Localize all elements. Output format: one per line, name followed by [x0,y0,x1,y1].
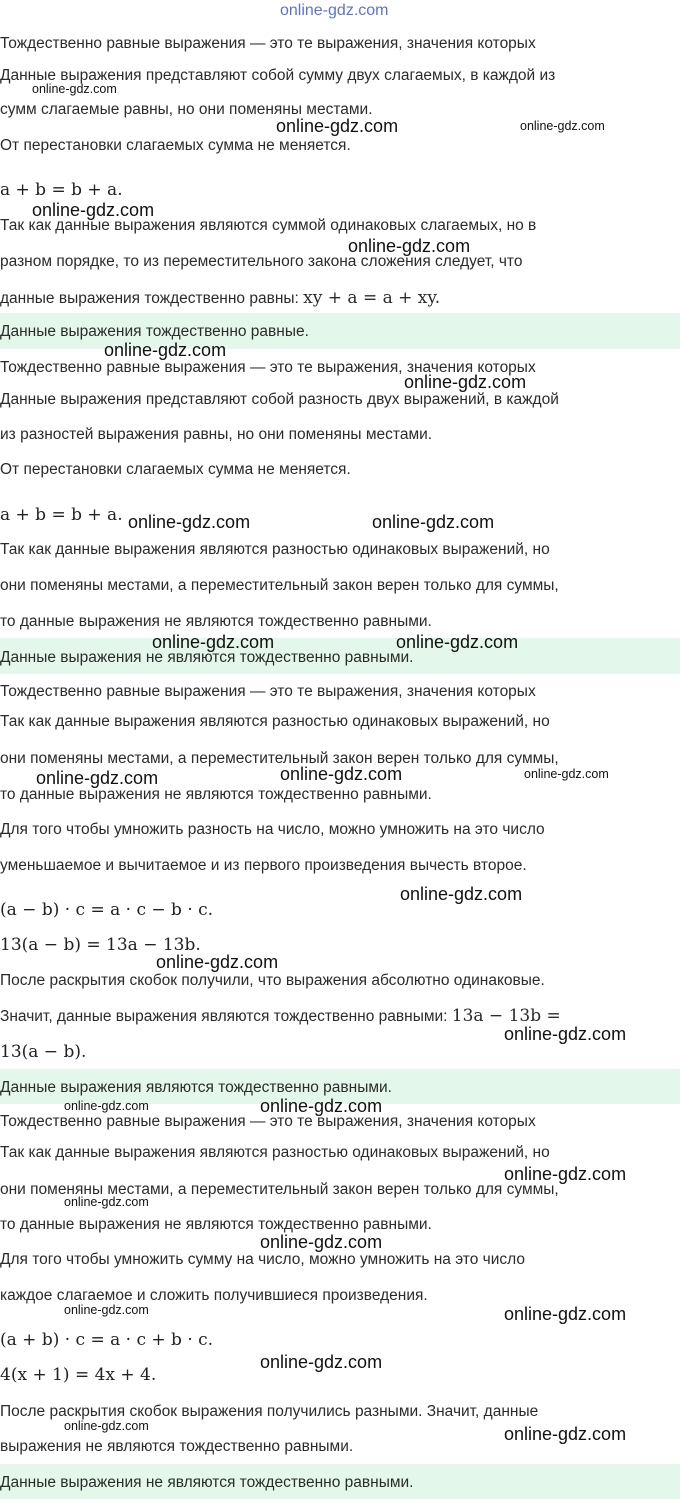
s2-reason-line-1: Так как данные выражения являются разностью одинаковых выражений, но [0,541,550,558]
watermark: online-gdz.com [152,632,275,652]
watermark: online-gdz.com [32,82,117,96]
watermark: online-gdz.com [504,1164,627,1184]
s1-premise-line-2: сумм слагаемые равны, но они поменяны местами. [0,101,373,118]
watermark: online-gdz.com [64,1099,149,1113]
s3-conclusion-line-1: После раскрытия скобок получили, что выражения абсолютно одинаковые. [0,972,545,989]
s2-premise-line-2: из разностей выражения равны, но они поменяны местами. [0,426,433,443]
watermark: online-gdz.com [64,1419,149,1433]
s3-formula-general: (a − b) · c = a · c − b · c. [0,900,214,920]
watermark: online-gdz.com [404,372,527,392]
s1-reason-line-2: разном порядке, то из переместительного закона сложения следует, что [0,253,523,270]
watermark: online-gdz.com [260,1096,383,1116]
watermark: online-gdz.com [504,1304,627,1324]
s4-conclusion-line-2: выражения не являются тождественно равными. [0,1438,354,1455]
watermark: online-gdz.com [400,884,523,904]
watermark: online-gdz.com [260,1352,383,1372]
s4-answer: Данные выражения не являются тождественно равными. [0,1474,414,1491]
s1-inline-formula: xy + a = a + xy. [303,288,441,308]
commutative-law: От перестановки слагаемых сумма не меняется. [0,461,351,478]
watermark: online-gdz.com [396,632,519,652]
s4-formula-applied: 4(x + 1) = 4x + 4. [0,1365,157,1385]
s2-reason-line-2: они поменяны местами, а переместительный закон верен только для суммы, [0,577,559,594]
watermark: online-gdz.com [128,512,251,532]
watermark: online-gdz.com [156,952,279,972]
commutative-law: От перестановки слагаемых сумма не меняется. [0,137,351,154]
watermark: online-gdz.com [348,236,471,256]
s2-premise-line-1: Данные выражения представляют собой разность двух выражений, в каждой [0,391,559,408]
watermark: online-gdz.com [64,1303,149,1317]
s1-reason-line-1: Так как данные выражения являются суммой одинаковых слагаемых, но в [0,217,537,234]
s1-reason-line-3: данные выражения тождественно равны: xy + a = a + xy. [0,288,441,308]
watermark: online-gdz.com [504,1024,627,1044]
watermark: online-gdz.com [504,1424,627,1444]
s3-inline-formula: 13a − 13b = [451,1006,561,1026]
watermark: online-gdz.com [32,200,155,220]
s3-inline-formula-cont: 13(a − b). [0,1042,87,1062]
watermark: online-gdz.com [104,340,227,360]
s4-reason-line-1: Так как данные выражения являются разностью одинаковых выражений, но [0,1144,550,1161]
formula-commutative: a + b = b + a. [0,505,123,525]
s1-answer: Данные выражения тождественно равные. [0,323,309,340]
watermark: online-gdz.com [36,768,159,788]
watermark: online-gdz.com [276,116,399,136]
definition-line: Тождественно равные выражения — это те выражения, значения которых [0,359,536,376]
watermark: online-gdz.com [372,512,495,532]
watermark: online-gdz.com [520,119,605,133]
s3-method-line-1: Для того чтобы умножить разность на число, можно умножить на это число [0,821,545,838]
s3-formula-applied: 13(a − b) = 13a − 13b. [0,935,201,955]
watermark: online-gdz.com [64,1195,149,1209]
s4-method-line-1: Для того чтобы умножить сумму на число, можно умножить на это число [0,1251,525,1268]
watermark: online-gdz.com [260,1232,383,1252]
definition-line: Тождественно равные выражения — это те выражения, значения которых [0,1113,536,1130]
definition-line: Тождественно равные выражения — это те выражения, значения которых [0,683,536,700]
formula-commutative: a + b = b + a. [0,180,123,200]
s4-formula-general: (a + b) · c = a · c + b · c. [0,1330,214,1350]
s4-method-line-2: каждое слагаемое и сложить получившиеся произведения. [0,1287,428,1304]
s3-reason-line-1: Так как данные выражения являются разностью одинаковых выражений, но [0,713,550,730]
s3-method-line-2: уменьшаемое и вычитаемое и из первого произведения вычесть второе. [0,857,527,874]
watermark: online-gdz.com [280,764,403,784]
watermark: online-gdz.com [524,767,609,781]
s2-reason-line-3: то данные выражения не являются тождественно равными. [0,613,432,630]
s2-answer: Данные выражения не являются тождественно равными. [0,649,414,666]
s3-reason-line-3: то данные выражения не являются тождественно равными. [0,786,432,803]
s3-reason-line-2: они поменяны местами, а переместительный закон верен только для суммы, [0,750,559,767]
s3-answer: Данные выражения являются тождественно равными. [0,1079,392,1096]
definition-line: Тождественно равные выражения — это те выражения, значения которых [0,35,536,52]
s4-conclusion-line-1: После раскрытия скобок выражения получились разными. Значит, данные [0,1403,539,1420]
s1-premise-line-1: Данные выражения представляют собой сумму двух слагаемых, в каждой из [0,67,556,84]
s3-conclusion-line-2: Значит, данные выражения являются тождественно равными: 13a − 13b = [0,1006,561,1026]
s4-reason-line-2: они поменяны местами, а переместительный закон верен только для суммы, [0,1181,559,1198]
top-watermark: online-gdz.com [280,2,389,19]
s4-reason-line-3: то данные выражения не являются тождественно равными. [0,1216,432,1233]
